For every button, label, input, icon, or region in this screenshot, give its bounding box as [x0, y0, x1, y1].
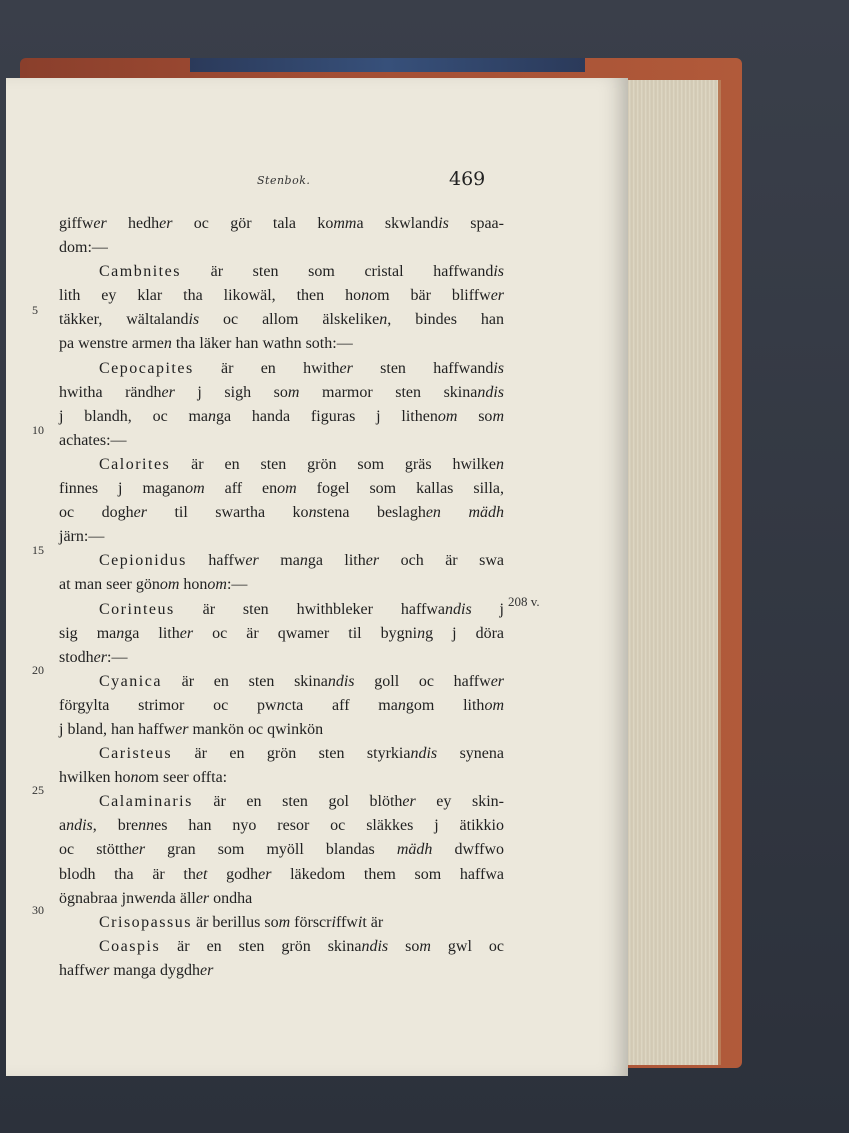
- line-number: 20: [32, 663, 44, 677]
- text-line: oc dogher til swartha konstena beslaghen mädh: [59, 504, 504, 522]
- book-spine-strip: [190, 58, 585, 72]
- text-line: hwitha rändher j sigh som marmor sten skinandis: [59, 383, 505, 401]
- text-line: Crisopassus är berillus som förscriffwit är: [99, 913, 384, 931]
- text-line: achates:—: [59, 431, 127, 449]
- text-line: andis, brennes han nyo resor oc släkkes j ätikkio: [59, 817, 504, 835]
- text-line: ögnabraa jnwenda äller ondha: [59, 889, 253, 907]
- text-line: j blandh, oc manga handa figuras j lithenom som: [59, 407, 504, 425]
- text-line: dom:—: [59, 239, 108, 257]
- text-line: Calaminaris är en sten gol blöther ey skin-: [99, 793, 504, 811]
- text-line: lith ey klar tha likowäl, then honom bär bliffwer: [59, 287, 505, 305]
- text-line: oc stötther gran som myöll blandas mädh dwffwo: [59, 841, 505, 859]
- line-number: 15: [32, 543, 44, 557]
- page-number: 469: [449, 168, 486, 190]
- line-number: 5: [32, 303, 38, 317]
- text-line: Caristeus är en grön sten styrkiandis synena: [99, 745, 504, 763]
- margin-note: 208 v.: [508, 594, 540, 609]
- text-line: j bland, han haffwer mankön oc qwinkön: [59, 720, 324, 738]
- text-line: haffwer manga dygdher: [59, 961, 214, 979]
- text-line: järn:—: [59, 528, 105, 546]
- text-line: Cepionidus haffwer manga lither och är swa: [99, 552, 505, 570]
- text-line: finnes j maganom aff enom fogel som kallas silla,: [59, 480, 504, 498]
- text-line: hwilken honom seer offta:: [59, 769, 228, 787]
- text-line: Corinteus är sten hwithbleker haffwandis j: [99, 600, 504, 618]
- line-number: 25: [32, 783, 44, 797]
- line-number: 30: [32, 903, 44, 917]
- text-line: förgylta strimor oc pwncta aff mangom lithom: [59, 696, 504, 714]
- text-line: Cepocapites är en hwither sten haffwandis: [99, 359, 504, 377]
- text-line: giffwer hedher oc gör tala komma skwlandis spaa-: [59, 215, 504, 232]
- text-line: Cyanica är en sten skinandis goll oc haffwer: [99, 672, 505, 690]
- text-line: Calorites är en sten grön som gräs hwilken: [99, 455, 504, 473]
- text-line: blodh tha är thet godher läkedom them som haffwa: [59, 865, 504, 883]
- text-line: at man seer gönom honom:—: [59, 576, 248, 594]
- text-line: Coaspis är en sten grön skinandis som gwl oc: [99, 937, 504, 955]
- text-line: stodher:—: [59, 648, 128, 666]
- text-line: pa wenstre armen tha läker han wathn soth:—: [59, 335, 353, 353]
- line-number: 10: [32, 423, 44, 437]
- text-line: täkker, wältalandis oc allom älskeliken, bindes han: [59, 311, 505, 329]
- body-text: [59, 212, 504, 983]
- running-title: Stenbok.: [257, 174, 311, 187]
- text-line: sig manga lither oc är qwamer til bygning j döra: [59, 624, 505, 642]
- text-line: Cambnites är sten som cristal haffwandis: [99, 263, 504, 281]
